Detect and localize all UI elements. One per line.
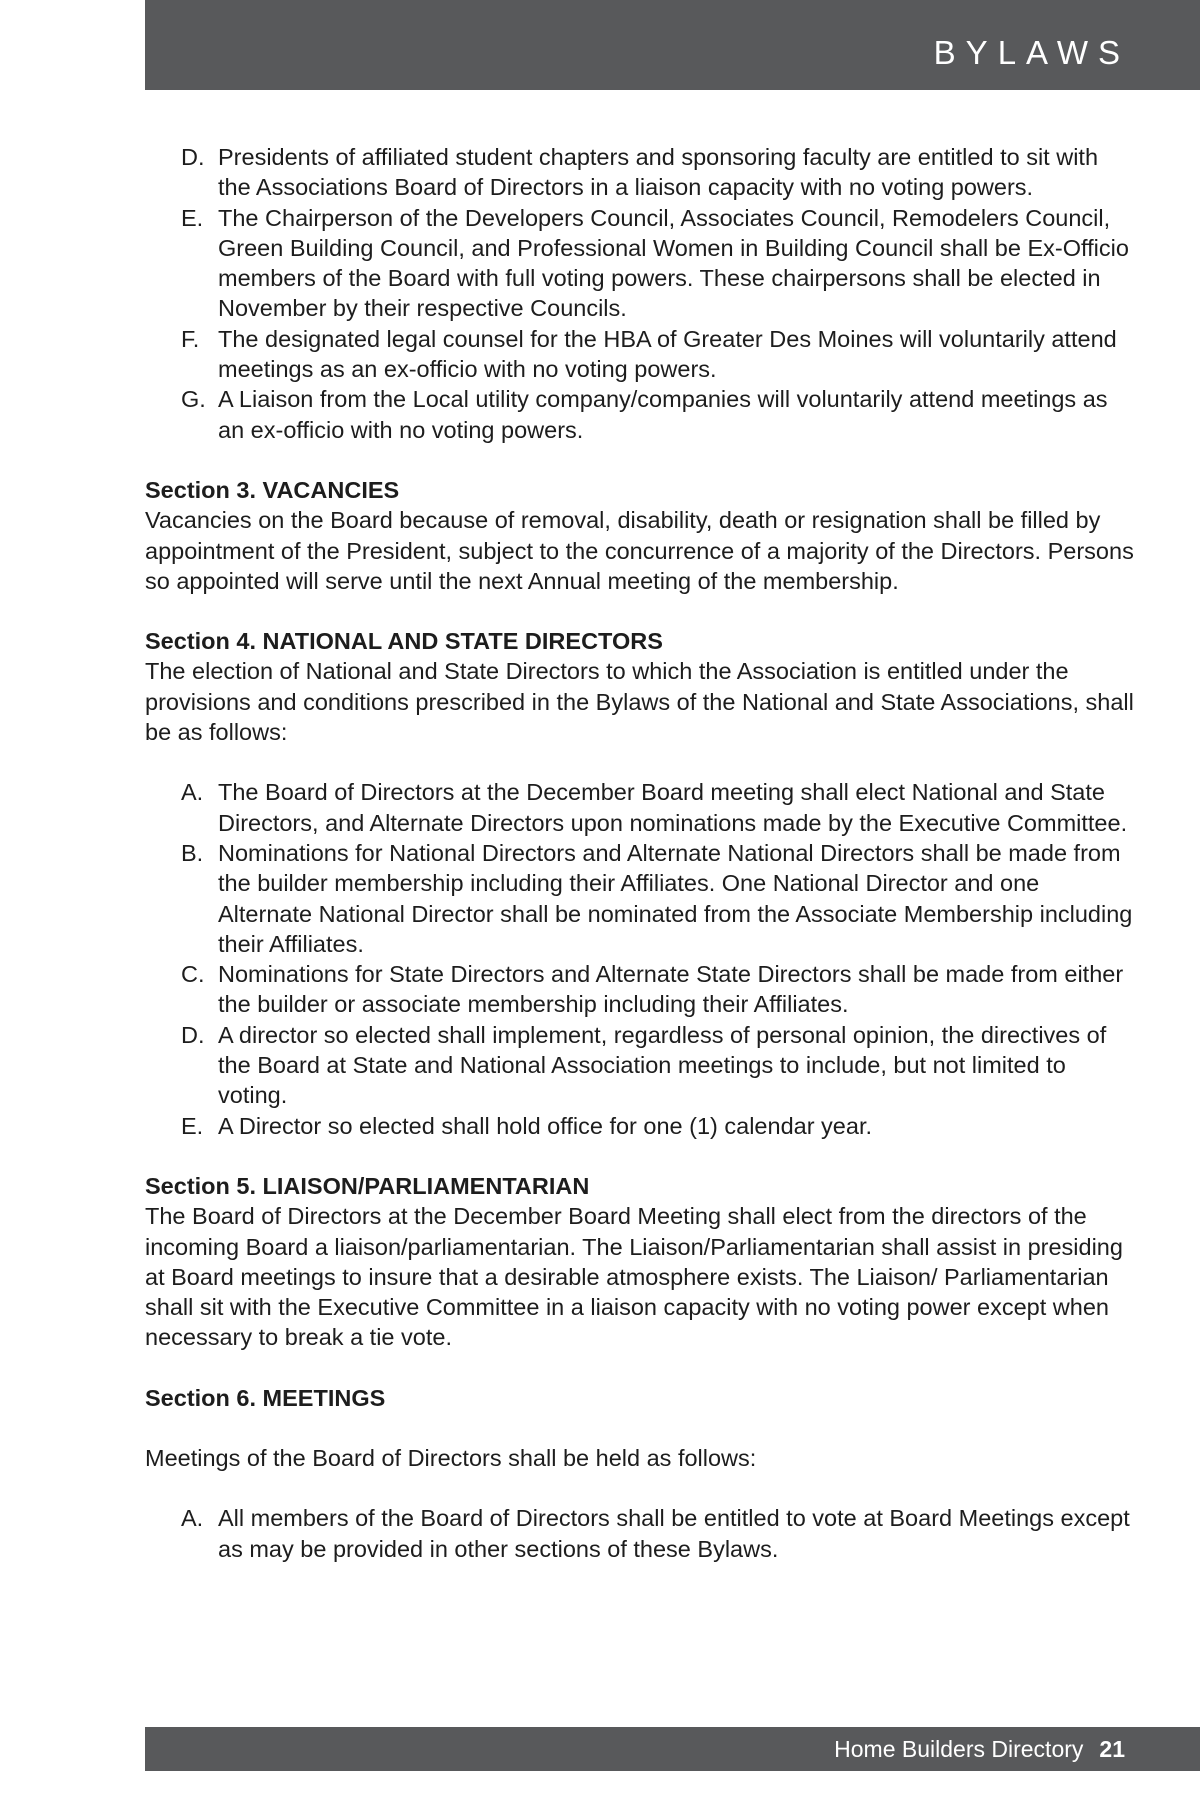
list-letter: G. (181, 386, 206, 413)
list-letter: E. (181, 204, 204, 231)
list-letter: A. (181, 1505, 204, 1532)
list-letter: E. (181, 1112, 204, 1139)
list-item (145, 1020, 1135, 1111)
list-item (145, 142, 1135, 203)
section-3-heading: Section 3. VACANCIES (145, 476, 400, 503)
list-text: The designated legal counsel for the HBA of Greater Des Moines will voluntarily attend meetings as an ex-officio with no voting powers. (218, 325, 1117, 383)
list-item (145, 838, 1135, 959)
section-6-list (145, 1503, 1135, 1564)
list-top (145, 142, 1135, 445)
list-letter: F. (181, 325, 200, 352)
list-item (145, 203, 1135, 324)
list-text: A Liaison from the Local utility company/companies will voluntarily attend meetings as an ex-officio with no voting powers. (218, 386, 1108, 443)
list-text: Nominations for State Directors and Alternate State Directors shall be made from either the builder or associate membership including their Affiliates. (218, 961, 1124, 1018)
spacer (145, 747, 1135, 777)
list-letter: D. (181, 144, 205, 170)
section-6-body: Meetings of the Board of Directors shall be held as follows: (145, 1444, 757, 1471)
page-content (145, 142, 1135, 1564)
list-text: Nominations for National Directors and Alternate National Directors shall be made from the builder membership including their Affiliates. One National Director and one Alternate National Director shall be nominated from the Associate Membership including their Affiliates. (218, 839, 1133, 957)
page-number: 21 (1099, 1736, 1125, 1762)
section-5-body: The Board of Directors at the December Board Meeting shall elect from the directors of the incoming Board a liaison/parliamentarian. The Liaison/Parliamentarian shall assist in presiding at Board meetings to insure that a desirable atmosphere exists. The Liaison/ Parliamentarian shall sit with the Executive Committee in a liaison capacity with no voting power except when necessary to break a tie vote. (145, 1203, 1123, 1351)
spacer (145, 1473, 1135, 1503)
spacer (145, 1413, 1135, 1443)
header-title: BYLAWS (933, 34, 1130, 71)
list-text: All members of the Board of Directors shall be entitled to vote at Board Meetings except as may be provided in other sections of these Bylaws. (218, 1505, 1130, 1562)
list-text: Presidents of affiliated student chapters and sponsoring faculty are entitled to sit with the Associations Board of Directors in a liaison capacity with no voting powers. (218, 144, 1099, 201)
list-item (145, 324, 1135, 385)
section-3-body: Vacancies on the Board because of removal, disability, death or resignation shall be filled by appointment of the President, subject to the concurrence of a majority of the Directors. Persons so appointed will serve until the next Annual meeting of the membership. (145, 507, 1134, 594)
footer-bar (145, 1727, 1200, 1771)
header-bar (145, 0, 1200, 90)
section-5-heading: Section 5. LIAISON/PARLIAMENTARIAN (145, 1172, 590, 1199)
section-6-heading: Section 6. MEETINGS (145, 1384, 386, 1411)
list-text: A Director so elected shall hold office for one (1) calendar year. (218, 1112, 873, 1139)
list-letter: C. (181, 961, 205, 988)
section-4-list (145, 777, 1135, 1141)
section-4-heading: Section 4. NATIONAL AND STATE DIRECTORS (145, 628, 663, 655)
list-text: The Board of Directors at the December Board meeting shall elect National and State Directors, and Alternate Directors upon nominations made by the Executive Committee. (218, 779, 1128, 836)
list-letter: A. (181, 779, 204, 806)
footer-text (834, 1738, 1125, 1761)
section-4-body: The election of National and State Directors to which the Association is entitled under the provisions and conditions prescribed in the Bylaws of the National and State Associations, shall be as follows: (145, 658, 1134, 746)
list-item (145, 384, 1135, 445)
list-text: The Chairperson of the Developers Council, Associates Council, Remodelers Council, Green Building Council, and Professional Women in Building Council shall be Ex-Officio members of the Board with full voting powers. These chairpersons shall be elected in November by their respective Councils. (218, 204, 1129, 322)
list-letter: B. (181, 839, 204, 866)
footer-publication: Home Builders Directory (834, 1736, 1084, 1762)
list-item (145, 1503, 1135, 1564)
list-letter: D. (181, 1021, 205, 1048)
list-item (145, 1111, 1135, 1141)
list-text: A director so elected shall implement, regardless of personal opinion, the directives of the Board at State and National Association meetings to include, but not limited to voting. (218, 1021, 1107, 1109)
list-item (145, 777, 1135, 838)
list-item (145, 959, 1135, 1020)
